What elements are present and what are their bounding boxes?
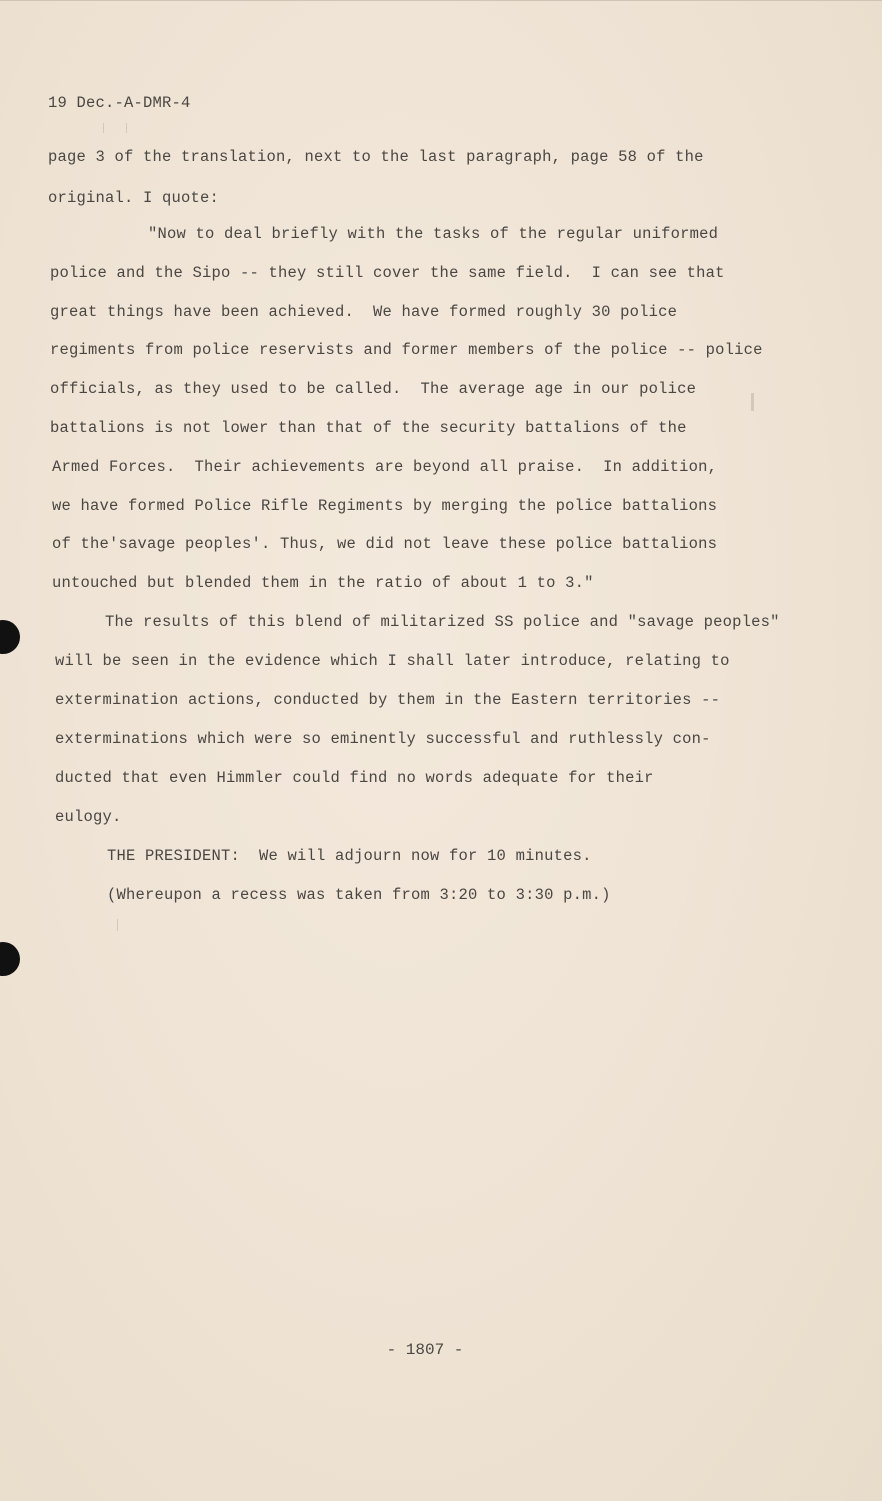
text-line: eulogy.: [55, 808, 122, 826]
text-line: battalions is not lower than that of the security battalions of the: [50, 419, 687, 437]
text-line: The results of this blend of militarized SS police and "savage peoples": [105, 613, 780, 631]
paper-mark: [103, 123, 104, 133]
text-line: page 3 of the translation, next to the last paragraph, page 58 of the: [48, 148, 704, 166]
text-line: great things have been achieved. We have formed roughly 30 police: [50, 303, 678, 321]
text-line: Armed Forces. Their achievements are beyond all praise. In addition,: [52, 458, 718, 476]
text-line: exterminations which were so eminently successful and ruthlessly con-: [55, 730, 711, 748]
text-line: will be seen in the evidence which I shall later introduce, relating to: [55, 652, 730, 670]
text-line: of the'savage peoples'. Thus, we did not leave these police battalions: [52, 535, 718, 553]
punch-hole: [0, 942, 20, 976]
page-number: - 1807 -: [386, 1341, 464, 1359]
text-line: (Whereupon a recess was taken from 3:20 to 3:30 p.m.): [107, 886, 611, 904]
punch-hole: [0, 620, 20, 654]
text-line: regiments from police reservists and former members of the police -- police: [50, 341, 763, 359]
text-line: ducted that even Himmler could find no words adequate for their: [55, 769, 654, 787]
text-line: THE PRESIDENT: We will adjourn now for 10 minutes.: [107, 847, 592, 865]
paper-mark: [751, 393, 754, 411]
paper-mark: [117, 919, 118, 931]
text-line: we have formed Police Rifle Regiments by merging the police battalions: [52, 497, 718, 515]
text-line: untouched but blended them in the ratio of about 1 to 3.": [52, 574, 594, 592]
text-line: extermination actions, conducted by them in the Eastern territories --: [55, 691, 721, 709]
text-line: "Now to deal briefly with the tasks of the regular uniformed: [148, 225, 719, 243]
document-header: 19 Dec.-A-DMR-4: [48, 94, 191, 112]
text-line: original. I quote:: [48, 189, 220, 207]
text-line: officials, as they used to be called. The average age in our police: [50, 380, 697, 398]
paper-mark: [126, 123, 127, 133]
text-line: police and the Sipo -- they still cover the same field. I can see that: [50, 264, 725, 282]
